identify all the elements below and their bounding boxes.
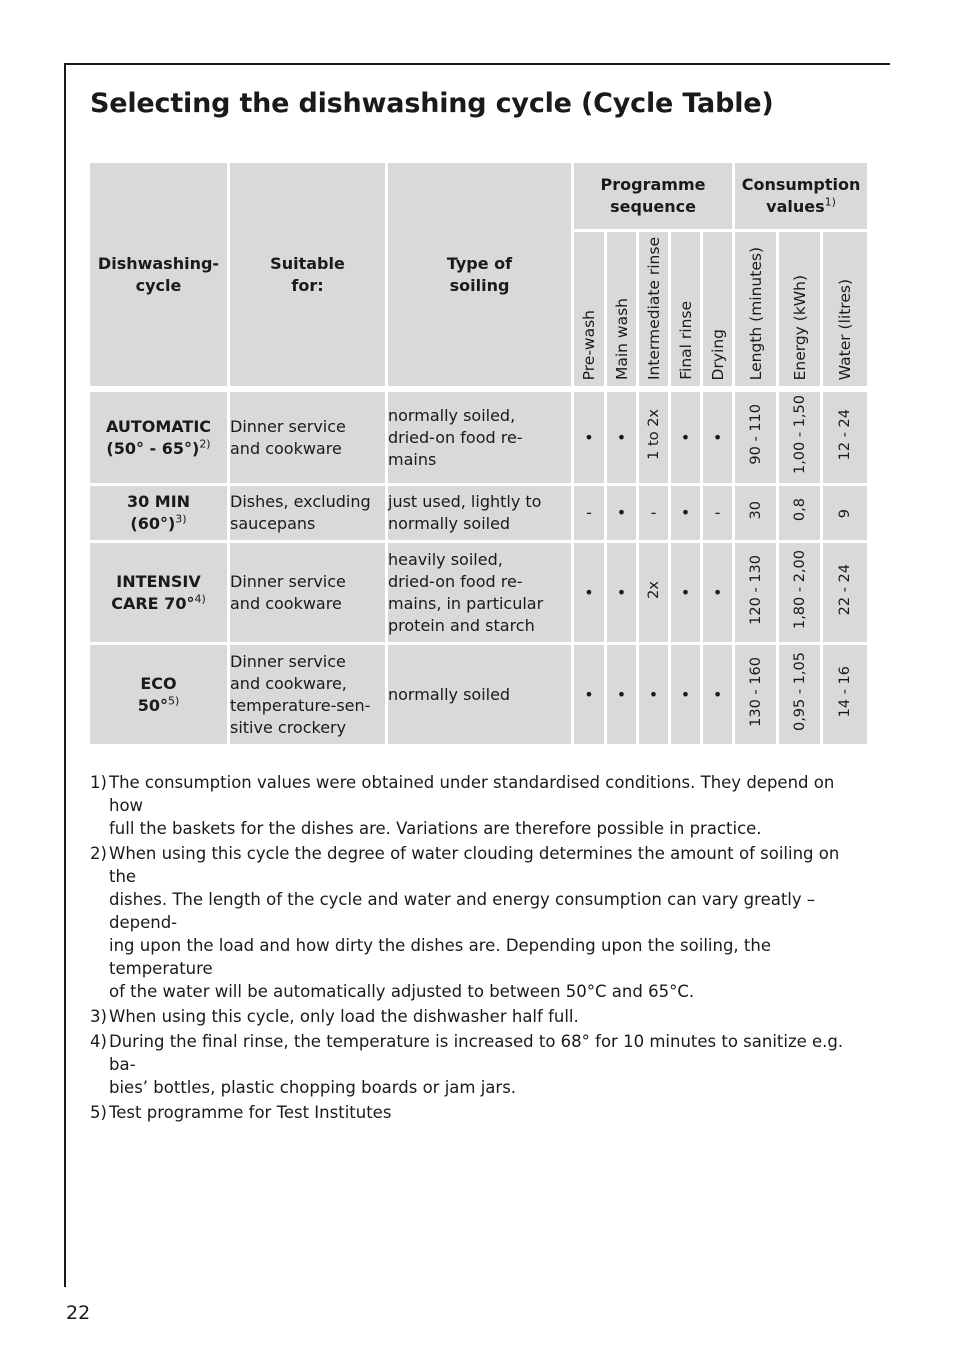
length-cell <box>735 486 779 543</box>
suitable-for-cell <box>230 645 388 747</box>
header-energy-label: Energy (kWh) <box>790 274 809 380</box>
footnote <box>90 1005 870 1028</box>
header-consumption-line: Consumption <box>741 175 861 194</box>
header-length-label: Length (minutes) <box>746 246 765 380</box>
mainwash-cell: • <box>607 392 639 486</box>
cell-line: normally soiled <box>388 684 511 704</box>
frame-left-rule <box>64 63 66 1287</box>
header-suitable-for <box>230 163 388 389</box>
footnote-line: full the baskets for the dishes are. Variations are therefore possible in practice. <box>109 819 762 838</box>
cycle-table <box>90 163 867 747</box>
water-cell <box>823 392 867 486</box>
footnote-line: dishes. The length of the cycle and water and energy consumption can vary greatly – depend- <box>109 890 816 932</box>
cell-line: mains, in particular <box>388 593 544 613</box>
footnote-line: ing upon the load and how dirty the dishes are. Depending upon the soiling, the temperature <box>109 936 771 978</box>
cell-line: and cookware, <box>230 673 347 693</box>
header-programme-line: Programme <box>600 175 706 194</box>
footnote-ref: 2) <box>199 437 211 451</box>
header-energy <box>779 232 823 389</box>
footnote <box>90 771 870 840</box>
header-programme-line: sequence <box>610 197 696 216</box>
page-number: 22 <box>66 1302 91 1324</box>
footnote-ref: 3) <box>175 512 187 526</box>
footnote-number: 5) <box>90 1103 107 1122</box>
cell-line: mains <box>388 449 437 469</box>
header-final-rinse-label: Final rinse <box>676 301 695 380</box>
water-cell <box>823 486 867 543</box>
soiling-cell <box>388 543 574 645</box>
length-cell <box>735 645 779 747</box>
cycle-name <box>90 543 230 645</box>
length-cell <box>735 543 779 645</box>
header-final-rinse <box>671 232 703 389</box>
cell-line: temperature-sen- <box>230 695 371 715</box>
finalrinse-cell: • <box>671 392 703 486</box>
cycle-name-line: CARE 70° <box>111 593 195 613</box>
footnote-number: 1) <box>90 773 107 792</box>
drying-cell: • <box>703 543 735 645</box>
finalrinse-cell: • <box>671 645 703 747</box>
length-value: 90 - 110 <box>747 404 764 465</box>
table-row <box>90 486 867 543</box>
header-soiling-line: soiling <box>449 275 510 295</box>
intermediate-value: 1 to 2x <box>645 409 662 460</box>
header-consumption-line: values <box>766 197 825 216</box>
header-drying <box>703 232 735 389</box>
footnote-line: bies’ bottles, plastic chopping boards or jam jars. <box>109 1078 517 1097</box>
water-value: 22 - 24 <box>837 563 854 616</box>
cycle-name-line: (60°) <box>130 514 176 533</box>
header-water <box>823 232 867 389</box>
footnote-line: of the water will be automatically adjusted to between 50°C and 65°C. <box>109 982 695 1001</box>
energy-cell <box>779 543 823 645</box>
cell-line: Dishes, excluding <box>230 492 371 511</box>
footnote-text <box>109 1030 870 1099</box>
footnote-ref: 1) <box>824 195 836 209</box>
length-cell <box>735 392 779 486</box>
cycle-name-line: ECO <box>140 673 177 693</box>
footnote-line: During the final rinse, the temperature is increased to 68° for 10 minutes to sanitize e.g. ba- <box>109 1032 844 1074</box>
cell-line: and cookware <box>230 593 342 613</box>
cell-line: just used, lightly to <box>388 492 542 511</box>
header-water-label: Water (litres) <box>836 278 855 380</box>
header-programme-sequence <box>574 163 735 232</box>
cell-line: protein and starch <box>388 615 535 635</box>
cell-line: normally soiled, <box>388 405 516 425</box>
energy-value: 1,80 - 2,00 <box>791 549 808 630</box>
water-value: 12 - 24 <box>837 408 854 461</box>
footnote-text <box>109 1101 870 1124</box>
energy-value: 0,8 <box>791 498 808 522</box>
intermediate-cell <box>639 392 671 486</box>
header-suitable-line: for: <box>291 275 324 295</box>
cycle-name-line: 30 MIN <box>126 492 191 511</box>
cycle-name-line: 50° <box>137 695 168 715</box>
cycle-name-line: (50° - 65°) <box>106 438 200 458</box>
footnote <box>90 1101 870 1124</box>
drying-cell: - <box>703 486 735 543</box>
footnotes <box>90 771 870 1126</box>
cell-line: and cookware <box>230 438 342 458</box>
energy-cell <box>779 392 823 486</box>
intermediate-cell: - <box>639 486 671 543</box>
intermediate-value: 2x <box>645 580 662 599</box>
water-value: 9 <box>837 508 854 518</box>
intermediate-cell: • <box>639 645 671 747</box>
table-row <box>90 543 867 645</box>
suitable-for-cell <box>230 486 388 543</box>
header-suitable-line: Suitable <box>270 253 345 273</box>
suitable-for-cell <box>230 392 388 486</box>
finalrinse-cell: • <box>671 543 703 645</box>
energy-cell <box>779 645 823 747</box>
footnote-ref: 5) <box>167 694 180 708</box>
header-intermediate-rinse-label: Intermediate rinse <box>644 236 663 380</box>
water-value: 14 - 16 <box>837 665 854 718</box>
cycle-name <box>90 392 230 486</box>
frame-top-rule <box>64 63 890 65</box>
cell-line: dried-on food re- <box>388 427 523 447</box>
footnote-line: The consumption values were obtained under standardised conditions. They depend on how <box>109 773 835 815</box>
energy-value: 0,95 - 1,05 <box>791 651 808 732</box>
footnote <box>90 842 870 1003</box>
footnote-text <box>109 1005 870 1028</box>
cell-line: Dinner service <box>230 571 346 591</box>
footnote-line: Test programme for Test Institutes <box>109 1103 392 1122</box>
header-length <box>735 232 779 389</box>
mainwash-cell: • <box>607 645 639 747</box>
length-value: 30 <box>747 500 764 520</box>
soiling-cell <box>388 645 574 747</box>
page-title: Selecting the dishwashing cycle (Cycle Table) <box>90 88 774 119</box>
prewash-cell: • <box>574 645 607 747</box>
cell-line: heavily soiled, <box>388 549 503 569</box>
suitable-for-cell <box>230 543 388 645</box>
footnote-text <box>109 842 870 1003</box>
footnote-number: 4) <box>90 1032 107 1051</box>
header-intermediate-rinse <box>639 232 671 389</box>
cell-line: Dinner service <box>230 651 346 671</box>
energy-value: 1,00 - 1,50 <box>791 394 808 475</box>
header-drying-label: Drying <box>708 328 727 380</box>
table-row <box>90 392 867 486</box>
cycle-name-line: AUTOMATIC <box>105 416 212 436</box>
cycle-name <box>90 645 230 747</box>
drying-cell: • <box>703 392 735 486</box>
finalrinse-cell: • <box>671 486 703 543</box>
cell-line: normally soiled <box>388 514 511 533</box>
header-consumption-values <box>735 163 867 232</box>
header-cycle-line: cycle <box>135 275 182 295</box>
footnote-number: 3) <box>90 1007 107 1026</box>
prewash-cell: • <box>574 392 607 486</box>
length-value: 130 - 160 <box>747 656 764 727</box>
header-dishwashing-cycle <box>90 163 230 389</box>
header-pre-wash-label: Pre-wash <box>580 309 598 380</box>
header-main-wash-label: Main wash <box>612 297 631 380</box>
header-type-of-soiling <box>388 163 574 389</box>
footnote-text <box>109 771 870 840</box>
footnote-line: When using this cycle the degree of water clouding determines the amount of soiling on the <box>109 844 840 886</box>
header-cycle-line: Dishwashing- <box>97 253 220 273</box>
header-main-wash <box>607 232 639 389</box>
length-value: 120 - 130 <box>747 554 764 625</box>
cell-line: saucepans <box>230 514 316 533</box>
water-cell <box>823 645 867 747</box>
water-cell <box>823 543 867 645</box>
mainwash-cell: • <box>607 543 639 645</box>
cycle-name <box>90 486 230 543</box>
mainwash-cell: • <box>607 486 639 543</box>
intermediate-cell <box>639 543 671 645</box>
cell-line: Dinner service <box>230 416 346 436</box>
cell-line: sitive crockery <box>230 717 347 737</box>
footnote-number: 2) <box>90 844 107 863</box>
footnote-ref: 4) <box>194 592 206 606</box>
cycle-name-line: INTENSIV <box>116 571 201 591</box>
energy-cell <box>779 486 823 543</box>
header-pre-wash <box>574 232 607 389</box>
footnote <box>90 1030 870 1099</box>
cell-line: dried-on food re- <box>388 571 523 591</box>
soiling-cell <box>388 486 574 543</box>
prewash-cell: - <box>574 486 607 543</box>
footnote-line: When using this cycle, only load the dishwasher half full. <box>109 1007 579 1026</box>
table-row <box>90 645 867 747</box>
drying-cell: • <box>703 645 735 747</box>
soiling-cell <box>388 392 574 486</box>
prewash-cell: • <box>574 543 607 645</box>
header-soiling-line: Type of <box>446 253 513 273</box>
